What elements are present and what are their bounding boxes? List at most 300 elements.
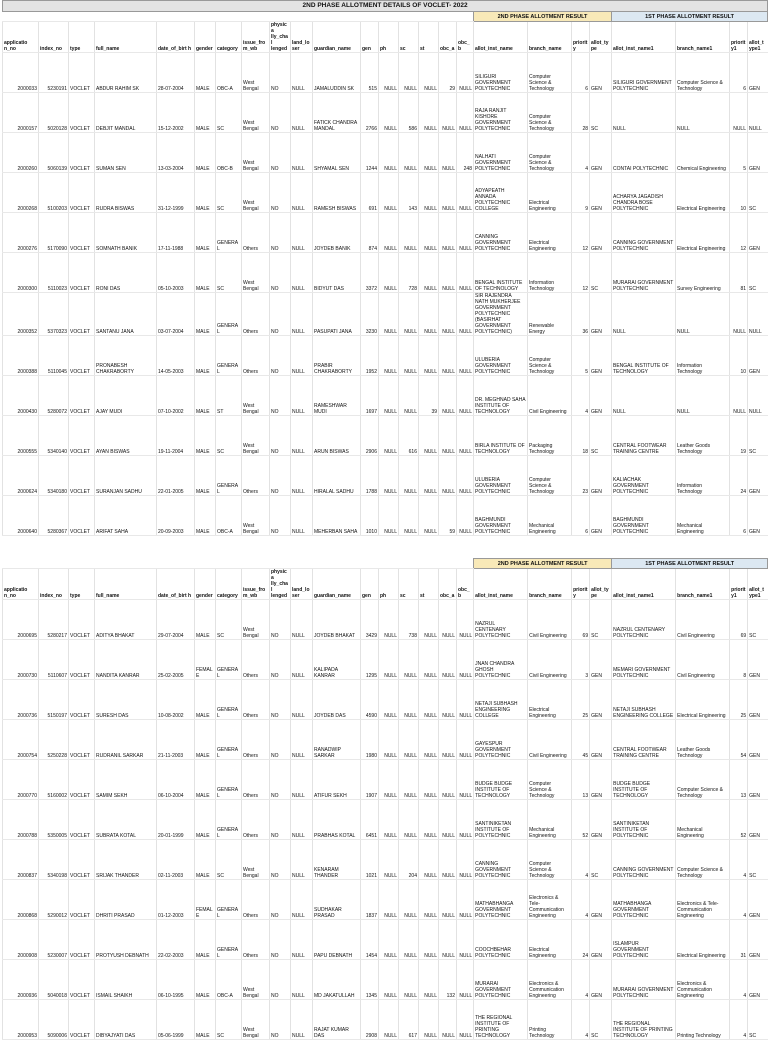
cell-application-no: 2000276 [3,213,39,253]
cell-branch-name1: Electronics & Tele-Communication Engineering [676,880,730,920]
column-header-ph-rank: ph [379,569,399,600]
cell-branch-name1: Information Technology [676,456,730,496]
cell-issue-from-wb: West Bengal [242,53,270,93]
cell-st-rank: NULL [419,680,439,720]
cell-physically-challenged: NO [270,720,291,760]
cell-allot-inst-name1: BUDGE BUDGE INSTITUTE OF TECHNOLOGY [612,760,676,800]
table-row [3,213,768,253]
cell-allot-type1: GEN [748,456,768,496]
cell-allot-inst-name1: THE REGIONAL INSTITUTE OF PRINTING TECHNOLOGY [612,1000,676,1040]
cell-priority1: 4 [730,840,748,880]
cell-index-no: 5160002 [39,760,69,800]
cell-type: VOCLET [69,336,95,376]
cell-priority: 5 [572,336,590,376]
cell-priority1: 24 [730,456,748,496]
cell-category: OBC-B [216,133,242,173]
cell-priority: 4 [572,1000,590,1040]
column-header-branch-name: branch_name [528,569,572,600]
cell-gender: MALE [195,760,216,800]
cell-obc-b-rank: NULL [457,173,474,213]
cell-type: VOCLET [69,376,95,416]
cell-obc-b-rank: NULL [457,293,474,336]
cell-guardian-name: KALIPADA KANRAR [313,640,361,680]
cell-st-rank: NULL [419,800,439,840]
cell-full-name: SOMNATH BANIK [95,213,157,253]
cell-branch-name1: Computer Science & Technology [676,760,730,800]
cell-priority: 25 [572,680,590,720]
cell-ph-rank: NULL [379,680,399,720]
cell-allot-type1: NULL [748,93,768,133]
cell-gender: MALE [195,53,216,93]
cell-index-no: 5170090 [39,213,69,253]
cell-st-rank: NULL [419,920,439,960]
cell-allot-type1: GEN [748,720,768,760]
cell-sc-rank: 143 [399,173,419,213]
cell-allot-type: GEN [590,496,612,536]
cell-issue-from-wb: Others [242,680,270,720]
cell-type: VOCLET [69,496,95,536]
cell-ph-rank: NULL [379,336,399,376]
cell-type: VOCLET [69,53,95,93]
cell-obc-a-rank: NULL [439,416,457,456]
cell-index-no: 5370323 [39,293,69,336]
cell-allot-type: GEN [590,173,612,213]
cell-gen-rank: 1952 [361,336,379,376]
cell-priority1: 54 [730,720,748,760]
cell-issue-from-wb: Others [242,880,270,920]
cell-land-loser: NULL [291,53,313,93]
cell-gen-rank: 691 [361,173,379,213]
cell-priority: 36 [572,293,590,336]
cell-st-rank: NULL [419,640,439,680]
cell-priority: 4 [572,880,590,920]
cell-branch-name1: NULL [676,376,730,416]
cell-application-no: 2000936 [3,960,39,1000]
cell-allot-inst-name: COOCHBEHAR POLYTECHNIC [474,920,528,960]
cell-issue-from-wb: Others [242,920,270,960]
cell-obc-a-rank: 132 [439,960,457,1000]
cell-branch-name: Mechanical Engineering [528,800,572,840]
cell-gender: MALE [195,93,216,133]
cell-gender: MALE [195,293,216,336]
cell-obc-b-rank: NULL [457,213,474,253]
cell-guardian-name: FATICK CHANDRA MANDAL [313,93,361,133]
cell-priority: 28 [572,93,590,133]
cell-branch-name: Computer Science & Technology [528,53,572,93]
column-header-st-rank: st [419,569,439,600]
title-row [3,1,768,12]
cell-sc-rank: NULL [399,880,419,920]
cell-index-no: 5110023 [39,253,69,293]
cell-guardian-name: MD JAKATULLAH [313,960,361,1000]
cell-branch-name: Computer Science & Technology [528,336,572,376]
cell-obc-b-rank: NULL [457,1000,474,1040]
cell-st-rank: NULL [419,456,439,496]
cell-branch-name: Computer Science & Technology [528,456,572,496]
cell-allot-inst-name1: ACHARYA JAGADISH CHANDRA BOSE POLYTECHNIC [612,173,676,213]
cell-physically-challenged: NO [270,880,291,920]
cell-allot-inst-name1: CANNING GOVERNMENT POLYTECHNIC [612,840,676,880]
cell-index-no: 5340140 [39,416,69,456]
table-row [3,720,768,760]
table-row [3,880,768,920]
column-header-gender: gender [195,569,216,600]
cell-sc-rank: NULL [399,376,419,416]
cell-gender: MALE [195,920,216,960]
cell-gender: MALE [195,456,216,496]
cell-allot-inst-name1: CANNING GOVERNMENT POLYTECHNIC [612,213,676,253]
cell-priority1: 19 [730,416,748,456]
table-row [3,173,768,213]
cell-priority1: 52 [730,800,748,840]
cell-index-no: 5290012 [39,880,69,920]
cell-branch-name: Computer Science & Technology [528,93,572,133]
cell-branch-name: Electrical Engineering [528,213,572,253]
cell-application-no: 2000624 [3,456,39,496]
cell-date-of-birth: 07-10-2002 [157,376,195,416]
column-header-obc-a-rank: obc_a [439,22,457,53]
cell-branch-name1: Computer Science & Technology [676,840,730,880]
cell-index-no: 5100203 [39,173,69,213]
cell-type: VOCLET [69,213,95,253]
cell-physically-challenged: NO [270,640,291,680]
cell-priority: 3 [572,640,590,680]
cell-category: GENERAL [216,720,242,760]
column-header-allot-inst-name1: allot_inst_name1 [612,22,676,53]
cell-application-no: 2000736 [3,680,39,720]
cell-priority: 69 [572,600,590,640]
cell-gen-rank: 1244 [361,133,379,173]
cell-allot-type1: SC [748,416,768,456]
column-header-full-name: full_name [95,569,157,600]
cell-gender: MALE [195,1000,216,1040]
cell-ph-rank: NULL [379,800,399,840]
cell-allot-type1: GEN [748,496,768,536]
cell-allot-inst-name: ADYAPEATH ANNADA POLYTECHNIC COLLEGE [474,173,528,213]
cell-gender: MALE [195,496,216,536]
table-row [3,1000,768,1040]
cell-branch-name: Packaging Technology [528,416,572,456]
cell-land-loser: NULL [291,720,313,760]
cell-st-rank: NULL [419,253,439,293]
table-row [3,680,768,720]
cell-physically-challenged: NO [270,920,291,960]
table-row [3,456,768,496]
cell-guardian-name: JAMALUDDIN SK [313,53,361,93]
cell-type: VOCLET [69,680,95,720]
cell-date-of-birth: 17-11-1988 [157,213,195,253]
cell-obc-a-rank: NULL [439,800,457,840]
cell-allot-inst-name1: SANTINIKETAN INSTITUTE OF POLYTECHNIC [612,800,676,840]
cell-land-loser: NULL [291,456,313,496]
cell-priority: 45 [572,720,590,760]
cell-gender: MALE [195,680,216,720]
cell-branch-name1: Electrical Engineering [676,680,730,720]
cell-physically-challenged: NO [270,93,291,133]
cell-branch-name1: Electrical Engineering [676,173,730,213]
cell-ph-rank: NULL [379,293,399,336]
cell-application-no: 2000788 [3,800,39,840]
cell-land-loser: NULL [291,960,313,1000]
column-header-row [3,22,768,53]
cell-allot-type1: GEN [748,336,768,376]
cell-allot-type1: NULL [748,293,768,336]
cell-obc-a-rank: NULL [439,760,457,800]
cell-full-name: RONI DAS [95,253,157,293]
cell-allot-type1: GEN [748,920,768,960]
column-header-obc-b-rank: obc_b [457,569,474,600]
cell-physically-challenged: NO [270,840,291,880]
cell-land-loser: NULL [291,213,313,253]
cell-land-loser: NULL [291,416,313,456]
cell-ph-rank: NULL [379,133,399,173]
cell-priority: 9 [572,173,590,213]
cell-priority1: 6 [730,496,748,536]
cell-category: OBC-A [216,53,242,93]
cell-land-loser: NULL [291,680,313,720]
cell-obc-a-rank: 59 [439,496,457,536]
cell-category: GENERAL [216,920,242,960]
cell-branch-name1: Information Technology [676,336,730,376]
cell-branch-name1: Printing Technology [676,1000,730,1040]
cell-type: VOCLET [69,293,95,336]
cell-type: VOCLET [69,720,95,760]
table-row [3,133,768,173]
cell-priority: 12 [572,253,590,293]
cell-issue-from-wb: Others [242,760,270,800]
cell-allot-type: GEN [590,376,612,416]
cell-branch-name: Computer Science & Technology [528,840,572,880]
cell-application-no: 2000300 [3,253,39,293]
cell-application-no: 2000770 [3,760,39,800]
cell-physically-challenged: NO [270,960,291,1000]
cell-full-name: SRIJAK THANDER [95,840,157,880]
cell-index-no: 5150197 [39,680,69,720]
section-1st-phase: 1ST PHASE ALLOTMENT RESULT [612,12,768,22]
cell-st-rank: 39 [419,376,439,416]
cell-application-no: 2000157 [3,93,39,133]
cell-st-rank: NULL [419,600,439,640]
table-row [3,53,768,93]
cell-st-rank: NULL [419,840,439,880]
cell-guardian-name: BIDYUT DAS [313,253,361,293]
cell-allot-inst-name: MURARAI GOVERNMENT POLYTECHNIC [474,960,528,1000]
cell-date-of-birth: 22-02-2003 [157,920,195,960]
cell-full-name: SAMIM SEKH [95,760,157,800]
cell-full-name: ADITYA BHAKAT [95,600,157,640]
cell-obc-b-rank: NULL [457,376,474,416]
cell-priority1: NULL [730,376,748,416]
cell-guardian-name: HIRALAL SADHU [313,456,361,496]
cell-date-of-birth: 25-02-2005 [157,640,195,680]
cell-allot-type: GEN [590,456,612,496]
column-header-allot-inst-name1: allot_inst_name1 [612,569,676,600]
cell-allot-inst-name: SIR RAJENDRA NATH MUKHERJEE GOVERNMENT POLYTECHNIC (BASIRHAT GOVERNMENT POLYTECHNIC) [474,293,528,336]
cell-branch-name1: Electrical Engineering [676,213,730,253]
cell-date-of-birth: 14-05-2003 [157,336,195,376]
cell-guardian-name: JOYDEB BANIK [313,213,361,253]
cell-allot-inst-name1: NAZRUL CENTENARY POLYTECHNIC [612,600,676,640]
cell-type: VOCLET [69,960,95,1000]
column-header-category: category [216,569,242,600]
cell-allot-inst-name1: BENGAL INSTITUTE OF TECHNOLOGY [612,336,676,376]
cell-gen-rank: 1345 [361,960,379,1000]
cell-application-no: 2000388 [3,336,39,376]
cell-obc-b-rank: NULL [457,253,474,293]
cell-date-of-birth: 05-10-2003 [157,253,195,293]
cell-land-loser: NULL [291,840,313,880]
cell-obc-b-rank: NULL [457,680,474,720]
cell-sc-rank: NULL [399,456,419,496]
column-header-st-rank: st [419,22,439,53]
cell-st-rank: NULL [419,213,439,253]
cell-index-no: 5060139 [39,133,69,173]
table-row [3,760,768,800]
table-row [3,640,768,680]
column-header-ph-rank: ph [379,22,399,53]
cell-gen-rank: 1697 [361,376,379,416]
cell-category: ST [216,376,242,416]
cell-full-name: AYAN BISWAS [95,416,157,456]
cell-obc-b-rank: NULL [457,800,474,840]
cell-gen-rank: 2908 [361,1000,379,1040]
cell-branch-name: Civil Engineering [528,640,572,680]
cell-obc-a-rank: NULL [439,680,457,720]
cell-issue-from-wb: West Bengal [242,173,270,213]
cell-obc-b-rank: 248 [457,133,474,173]
cell-priority: 13 [572,760,590,800]
column-header-type: type [69,22,95,53]
cell-type: VOCLET [69,640,95,680]
cell-obc-a-rank: NULL [439,920,457,960]
cell-physically-challenged: NO [270,680,291,720]
cell-obc-b-rank: NULL [457,840,474,880]
cell-full-name: SUBRATA KOTAL [95,800,157,840]
cell-guardian-name: PAPU DEBNATH [313,920,361,960]
cell-obc-b-rank: NULL [457,640,474,680]
cell-priority1: NULL [730,293,748,336]
cell-gen-rank: 1010 [361,496,379,536]
cell-st-rank: NULL [419,336,439,376]
cell-priority: 18 [572,416,590,456]
cell-priority: 4 [572,133,590,173]
cell-date-of-birth: 20-01-1999 [157,800,195,840]
cell-gen-rank: 1907 [361,760,379,800]
column-header-full-name: full_name [95,22,157,53]
cell-allot-type: SC [590,840,612,880]
cell-issue-from-wb: Others [242,293,270,336]
cell-ph-rank: NULL [379,376,399,416]
cell-date-of-birth: 22-01-2005 [157,456,195,496]
cell-allot-type: GEN [590,293,612,336]
cell-application-no: 2000555 [3,416,39,456]
cell-branch-name1: NULL [676,93,730,133]
column-header-type: type [69,569,95,600]
cell-date-of-birth: 01-12-2003 [157,880,195,920]
cell-physically-challenged: NO [270,496,291,536]
cell-issue-from-wb: West Bengal [242,376,270,416]
cell-obc-a-rank: NULL [439,840,457,880]
cell-type: VOCLET [69,93,95,133]
cell-obc-b-rank: NULL [457,920,474,960]
cell-full-name: SANTANU JANA [95,293,157,336]
cell-allot-inst-name: ULUBERIA GOVERNMENT POLYTECHNIC [474,456,528,496]
cell-branch-name1: Leather Goods Technology [676,720,730,760]
cell-gender: MALE [195,600,216,640]
cell-allot-inst-name: BUDGE BUDGE INSTITUTE OF TECHNOLOGY [474,760,528,800]
cell-allot-inst-name: BIRLA INSTITUTE OF TECHNOLOGY [474,416,528,456]
cell-gen-rank: 3429 [361,600,379,640]
cell-obc-a-rank: NULL [439,456,457,496]
cell-type: VOCLET [69,600,95,640]
cell-full-name: NANDITA KANRAR [95,640,157,680]
column-header-application-no: applicatio n_no [3,22,39,53]
column-header-land-loser: land_lo ser [291,22,313,53]
cell-full-name: ABDUR RAHIM SK [95,53,157,93]
cell-date-of-birth: 05-06-1999 [157,1000,195,1040]
cell-allot-type: GEN [590,680,612,720]
column-header-application-no: applicatio n_no [3,569,39,600]
column-header-gen-rank: gen [361,22,379,53]
cell-allot-inst-name: SANTINIKETAN INSTITUTE OF POLYTECHNIC [474,800,528,840]
cell-sc-rank: NULL [399,720,419,760]
cell-sc-rank: 738 [399,600,419,640]
cell-priority: 24 [572,920,590,960]
cell-allot-type: GEN [590,920,612,960]
cell-application-no: 2000430 [3,376,39,416]
cell-physically-challenged: NO [270,133,291,173]
cell-obc-b-rank: NULL [457,53,474,93]
column-header-physically-challenged: physica lly_chal lenged [270,22,291,53]
cell-allot-type: GEN [590,213,612,253]
cell-branch-name1: Civil Engineering [676,640,730,680]
cell-obc-a-rank: 29 [439,53,457,93]
cell-allot-inst-name: MATHABHANGA GOVERNMENT POLYTECHNIC [474,880,528,920]
table-row [3,336,768,376]
cell-full-name: DIBYAJYATI DAS [95,1000,157,1040]
cell-index-no: 5350005 [39,800,69,840]
cell-category: SC [216,173,242,213]
cell-full-name: RUDRA BISWAS [95,173,157,213]
cell-allot-inst-name: CANNING GOVERNMENT POLYTECHNIC [474,840,528,880]
column-header-priority: priorit y [572,569,590,600]
section-2nd-phase: 2ND PHASE ALLOTMENT RESULT [474,559,612,569]
cell-ph-rank: NULL [379,93,399,133]
cell-land-loser: NULL [291,920,313,960]
cell-physically-challenged: NO [270,213,291,253]
cell-type: VOCLET [69,800,95,840]
table-row [3,960,768,1000]
cell-ph-rank: NULL [379,880,399,920]
cell-index-no: 5250228 [39,720,69,760]
cell-gender: MALE [195,960,216,1000]
cell-type: VOCLET [69,760,95,800]
cell-issue-from-wb: West Bengal [242,416,270,456]
cell-obc-a-rank: NULL [439,93,457,133]
column-header-physically-challenged: physica lly_chal lenged [270,569,291,600]
cell-allot-type1: GEN [748,213,768,253]
table-row [3,376,768,416]
cell-priority1: 25 [730,680,748,720]
cell-allot-inst-name: GAYESPUR GOVERNMENT POLYTECHNIC [474,720,528,760]
cell-full-name: PROTYUSH DEBNATH [95,920,157,960]
cell-issue-from-wb: West Bengal [242,600,270,640]
cell-guardian-name: PRABIR CHAKRABORTY [313,336,361,376]
cell-index-no: 5280072 [39,376,69,416]
cell-physically-challenged: NO [270,1000,291,1040]
cell-obc-a-rank: NULL [439,293,457,336]
cell-branch-name: Information Technology [528,253,572,293]
